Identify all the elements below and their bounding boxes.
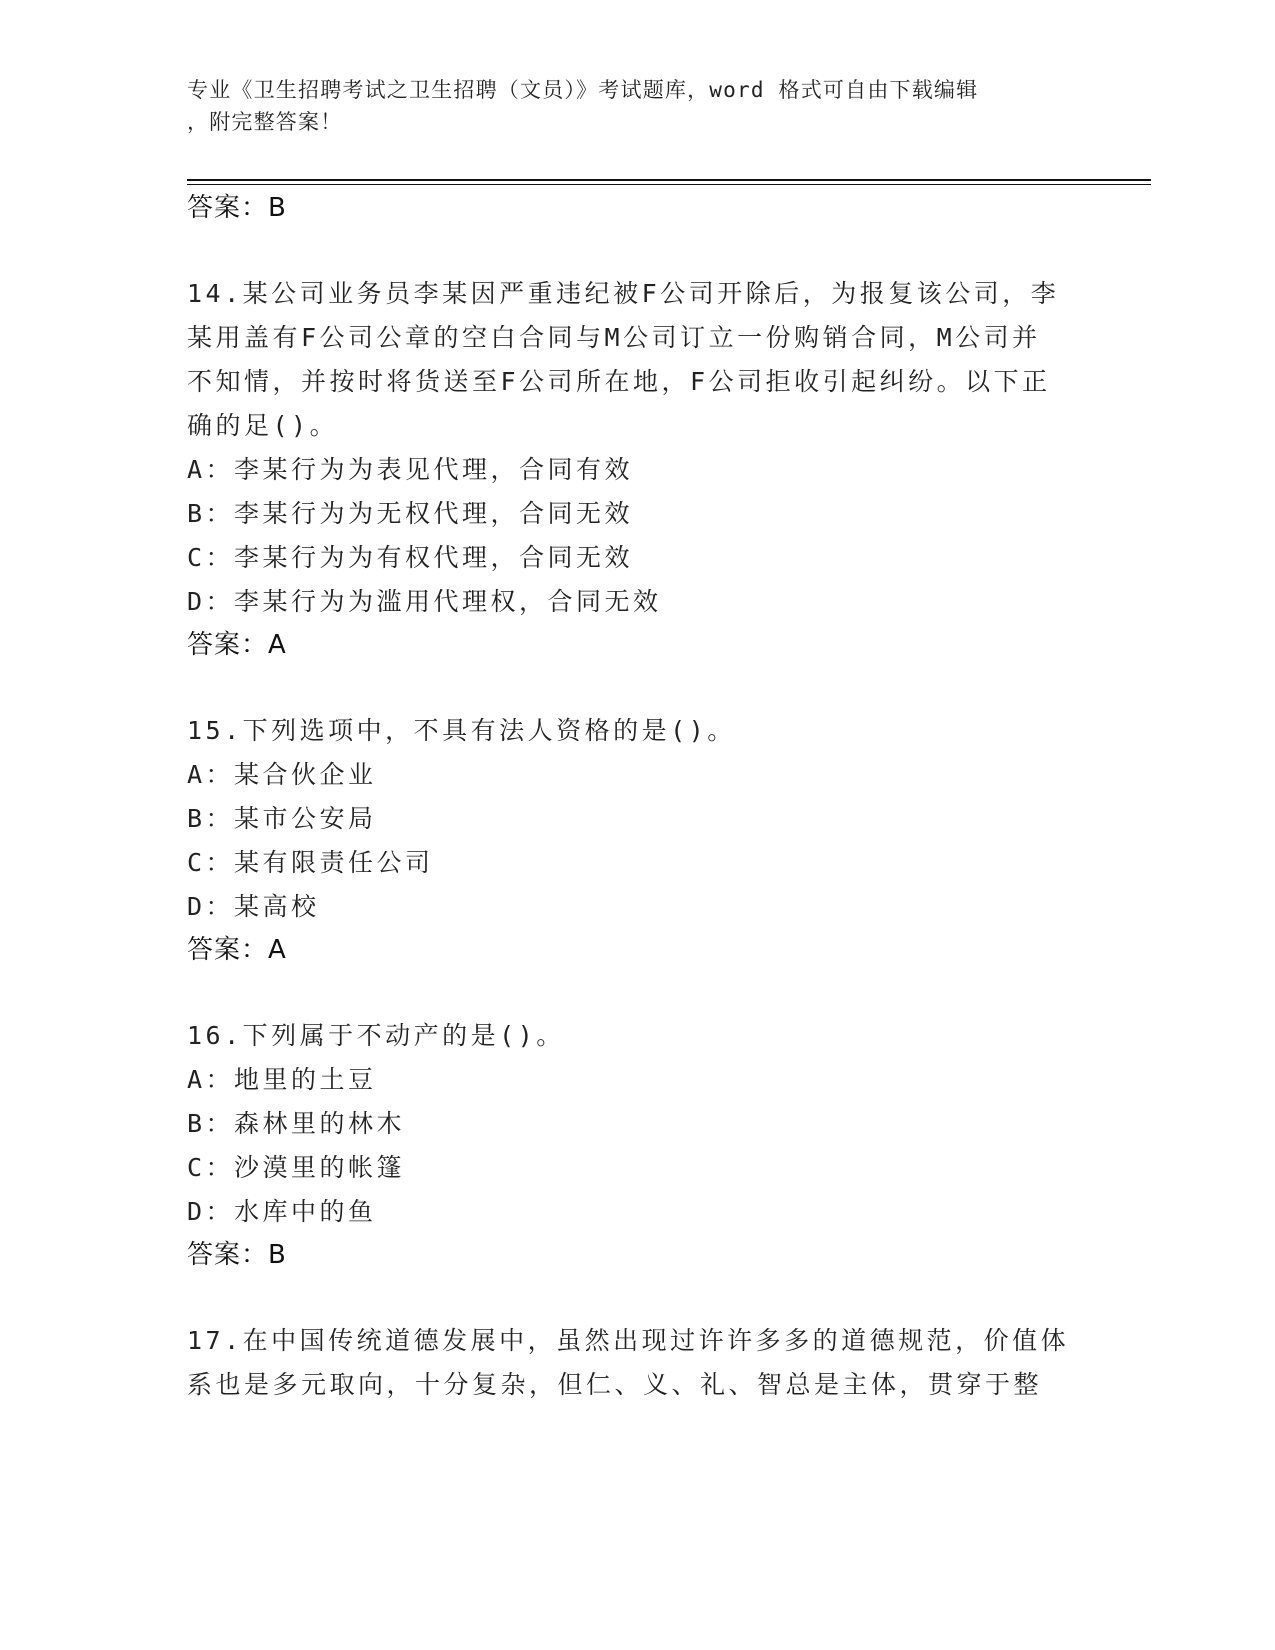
- header-rule-thin: [187, 184, 1151, 185]
- question-15-option-d: D：某高校: [187, 892, 320, 921]
- answer-q16: 答案：B: [187, 1240, 287, 1270]
- answer-q13: 答案：B: [187, 193, 287, 223]
- header-line-2: ，附完整答案！: [187, 110, 343, 134]
- question-16-stem: 16.下列属于不动产的是()。: [187, 1021, 565, 1050]
- question-16-option-b: B：森林里的林木: [187, 1109, 406, 1138]
- header-rule-thick: [187, 179, 1151, 181]
- question-17-stem-line-1: 17.在中国传统道德发展中，虽然出现过许许多多的道德规范，价值体: [187, 1326, 1070, 1355]
- question-16-option-d: D：水库中的鱼: [187, 1197, 377, 1226]
- answer-q14: 答案：A: [187, 630, 287, 660]
- question-15-option-c: C：某有限责任公司: [187, 848, 434, 877]
- answer-q15: 答案：A: [187, 935, 287, 965]
- question-14-stem-line-2: 某用盖有F公司公章的空白合同与M公司订立一份购销合同，M公司并: [187, 323, 1041, 352]
- document-header: [187, 74, 1067, 138]
- question-14-stem-line-4: 确的足()。: [187, 411, 339, 440]
- question-17-stem-line-2: 系也是多元取向，十分复杂，但仁、义、礼、智总是主体，贯穿于整: [187, 1370, 1043, 1399]
- question-14-stem-line-1: 14.某公司业务员李某因严重违纪被F公司开除后，为报复该公司，李: [187, 279, 1060, 308]
- question-15-option-a: A：某合伙企业: [187, 760, 377, 789]
- question-14-option-d: D：李某行为为滥用代理权，合同无效: [187, 587, 662, 616]
- question-16-option-a: A：地里的土豆: [187, 1065, 377, 1094]
- question-14-option-a: A：李某行为为表见代理，合同有效: [187, 455, 634, 484]
- question-14-stem-line-3: 不知情，并按时将货送至F公司所在地，F公司拒收引起纠纷。以下正: [187, 367, 1051, 396]
- question-14-option-b: B：李某行为为无权代理，合同无效: [187, 499, 634, 528]
- question-15-option-b: B：某市公安局: [187, 804, 377, 833]
- question-16-option-c: C：沙漠里的帐篷: [187, 1153, 406, 1182]
- question-15-stem: 15.下列选项中，不具有法人资格的是()。: [187, 716, 736, 745]
- question-14-option-c: C：李某行为为有权代理，合同无效: [187, 543, 634, 572]
- header-line-1: 专业《卫生招聘考试之卫生招聘（文员）》考试题库，word 格式可自由下载编辑: [187, 78, 979, 102]
